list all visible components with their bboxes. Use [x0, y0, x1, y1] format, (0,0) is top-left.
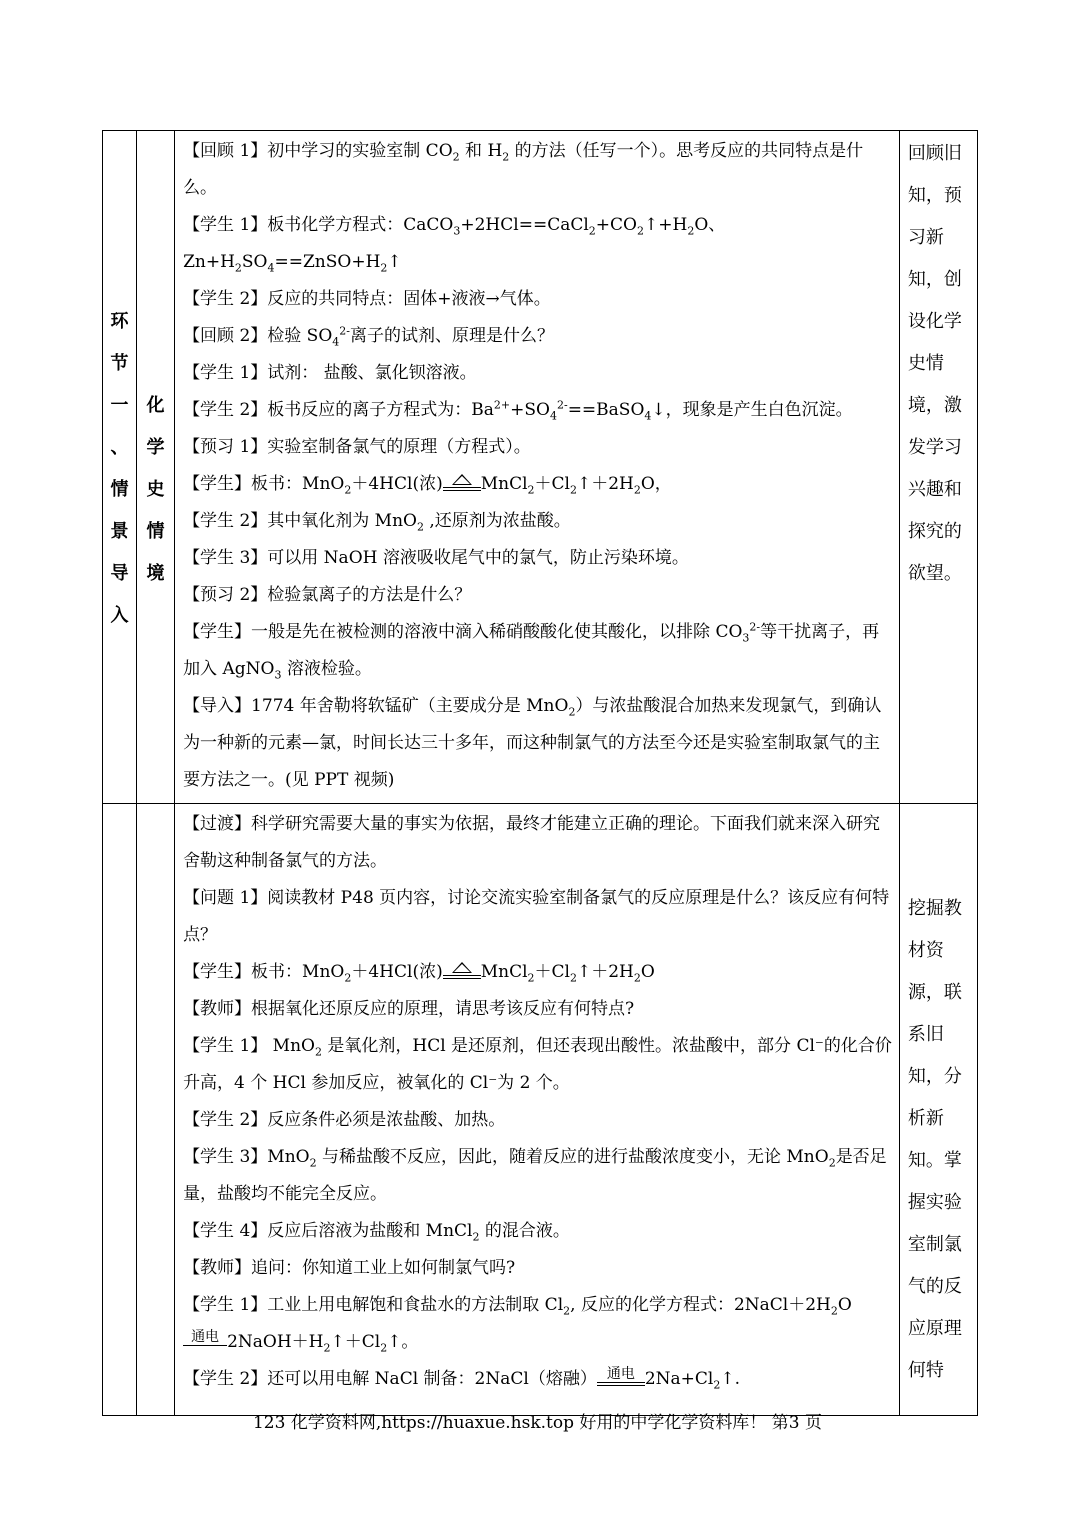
phase-char: 、 — [110, 437, 129, 458]
student-1: 【学生 1】 MnO$_2$ 是氧化剂，HCl 是还原剂，但还表现出酸性。浓盐酸中，部分 Cl⁻的化合价升高，4 个 HCl 参加反应，被氧化的 Cl⁻为 2 个。 — [183, 1036, 892, 1093]
table-row — [103, 804, 978, 1416]
page-footer: 123 化学资料网,https://huaxue.hsk.top 好用的中学化学资料库！ 第3 页 — [252, 1413, 823, 1433]
phase-char: 环 — [110, 311, 129, 332]
phase-char: 导 — [110, 563, 129, 584]
subphase-char: 史 — [146, 479, 165, 500]
table-row — [103, 131, 978, 804]
phase-label — [103, 131, 136, 637]
student-industrial: 【学生 1】工业上用电解饱和食盐水的方法制取 $Cl_2$, 反应的化学方程式：$2NaCl+2H_2O$ 通电 $2NaOH+H_2↑+Cl_2↑$。 — [183, 1295, 852, 1355]
subphase-char: 境 — [146, 563, 165, 584]
subphase-char: 化 — [146, 395, 165, 416]
student-chloride-test: 【学生】一般是先在被检测的溶液中滴入稀硝酸酸化使其酸化，以排除 $CO_3^{2-}$等干扰离子，再加入 AgNO$_3$ 溶液检验。 — [183, 620, 880, 682]
subphase-label — [137, 131, 174, 595]
review-2: 【回顾 2】检验 $SO_4^{2-}$离子的试剂、原理是什么？ — [183, 324, 554, 349]
transition: 【过渡】科学研究需要大量的事实为依据，最终才能建立正确的理论。下面我们就来深入研究舍勒这种制备氯气的方法。 — [183, 814, 881, 871]
purpose-text: 回顾旧 知，预 习新 知，创 设化学 史情 境，激 发学习 兴趣和 探究的 欲望。 — [907, 143, 962, 584]
purpose-text: 挖掘教 材资 源，联 系旧 知，分 析新 知。掌 握实验 室制氯 气的反 应原理 何特 — [907, 898, 962, 1381]
teacher-2: 【教师】追问：你知道工业上如何制氯气吗? — [183, 1258, 516, 1278]
student-3: 【学生 3】MnO$_2$ 与稀盐酸不反应，因此，随着反应的进行盐酸浓度变小，无论 MnO$_2$是否足量，盐酸均不能完全反应。 — [183, 1147, 887, 1204]
phase-char: 节 — [110, 353, 129, 374]
lesson-table — [102, 130, 978, 1416]
student-equation: 【学生】板书：MnO$_2$＋4HCl(浓) $MnCl_2+Cl_2↑+2H_2O$， — [183, 474, 672, 497]
activity-cell — [175, 131, 900, 804]
phase-char: 一 — [110, 395, 129, 416]
electrolysis-arrow: 通电 — [183, 1334, 227, 1352]
subphase-cell — [137, 131, 175, 804]
introduction: 【导入】1774 年舍勒将软锰矿（主要成分是 MnO$_2$）与浓盐酸混合加热来发现氯气，到确认为一种新的元素—氯，时间长达三十多年，而这种制氯气的方法至今还是实验室制取氯气的主要方法之一。(见 PPT 视频) — [183, 696, 882, 790]
student-ion-equation: 【学生 2】板书反应的离子方程式为：$Ba^{2+}+SO_4^{2-}==BaSO_4↓$，现象是产生白色沉淀。 — [183, 398, 853, 423]
student-4: 【学生 4】反应后溶液为盐酸和 MnCl$_2$ 的混合液。 — [183, 1221, 570, 1244]
question-1: 【问题 1】阅读教材 P48 页内容，讨论交流实验室制备氯气的反应原理是什么？该反应有何特点？ — [183, 888, 890, 945]
student-reagent: 【学生 1】试剂： 盐酸、氯化钡溶液。 — [183, 363, 477, 383]
preview-1: 【预习 1】实验室制备氯气的原理（方程式）。 — [183, 437, 531, 457]
phase-char: 景 — [110, 521, 129, 542]
student-2: 【学生 2】反应条件必须是浓盐酸、加热。 — [183, 1110, 506, 1130]
teacher-1: 【教师】根据氧化还原反应的原理，请思考该反应有何特点? — [183, 999, 635, 1019]
student-1: 【学生 1】板书化学方程式：$CaCO_3+2HCl==CaCl_2+CO_2↑+H_2O$、$Zn+H_2SO_4==ZnSO+H_2↑$ — [183, 215, 726, 275]
subphase-cell — [137, 804, 175, 1416]
student-naoh: 【学生 3】可以用 NaOH 溶液吸收尾气中的氯气，防止污染环境。 — [183, 548, 689, 568]
student-equation: 【学生】板书：MnO$_2$＋4HCl(浓) $MnCl_2+Cl_2↑+2H_2O$ — [183, 962, 655, 985]
student-oxidant: 【学生 2】其中氧化剂为 MnO$_2$ ,还原剂为浓盐酸。 — [183, 511, 571, 534]
review-1: 【回顾 1】初中学习的实验室制 $CO_2$ 和 $H_2$ 的方法（任写一个）。思考反应的共同特点是什么。 — [183, 141, 864, 198]
activity-cell — [175, 804, 900, 1416]
electrolysis-arrow: 通电 — [597, 1371, 645, 1389]
purpose-cell — [899, 131, 977, 804]
heat-arrow — [443, 964, 481, 982]
phase-char: 情 — [110, 479, 129, 500]
phase-cell — [103, 804, 137, 1416]
phase-cell — [103, 131, 137, 804]
subphase-char: 学 — [146, 437, 165, 458]
activity-text — [175, 804, 899, 1402]
activity-text — [175, 131, 899, 803]
heat-arrow — [443, 476, 481, 494]
student-molten: 【学生 2】还可以用电解 NaCl 制备：2NaCl（熔融） 通电 $2Na+Cl_2↑$. — [183, 1365, 740, 1392]
student-2: 【学生 2】反应的共同特点：固体+液液→气体。 — [183, 289, 551, 309]
preview-2: 【预习 2】检验氯离子的方法是什么？ — [183, 585, 472, 605]
subphase-char: 情 — [146, 521, 165, 542]
phase-char: 入 — [110, 605, 129, 626]
purpose-cell — [899, 804, 977, 1416]
